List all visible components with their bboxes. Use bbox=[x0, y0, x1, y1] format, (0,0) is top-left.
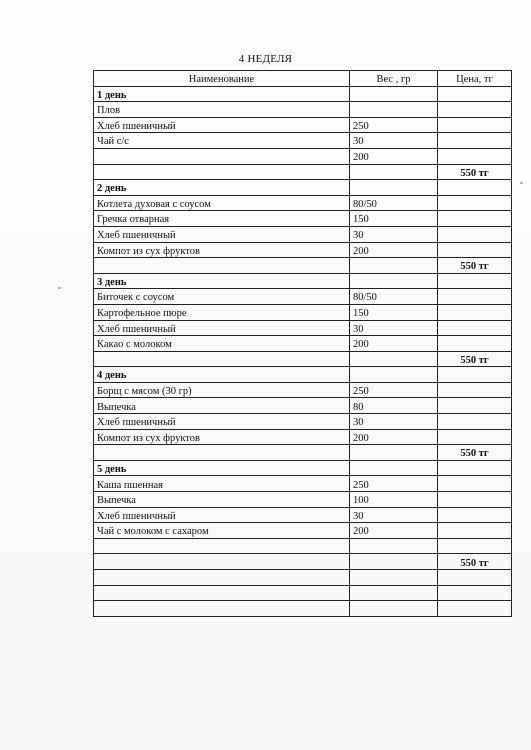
table-row bbox=[94, 585, 512, 601]
cell-weight bbox=[350, 601, 438, 617]
price-row bbox=[94, 351, 512, 367]
cell-name: Котлета духовая с соусом bbox=[94, 195, 350, 211]
cell-price bbox=[438, 367, 512, 383]
cell-weight bbox=[350, 180, 438, 196]
table-row bbox=[94, 320, 512, 336]
cell-price bbox=[438, 320, 512, 336]
cell-weight bbox=[350, 570, 438, 586]
cell-weight: 200 bbox=[350, 148, 438, 164]
cell-price bbox=[438, 414, 512, 430]
cell-name: Выпечка bbox=[94, 398, 350, 414]
cell-name bbox=[94, 585, 350, 601]
cell-price: 550 тг bbox=[438, 445, 512, 461]
cell-name: Компот из сух фруктов bbox=[94, 429, 350, 445]
cell-name: Гречка отварная bbox=[94, 211, 350, 227]
cell-weight: 200 bbox=[350, 429, 438, 445]
table-row bbox=[94, 382, 512, 398]
price-row bbox=[94, 554, 512, 570]
cell-weight bbox=[350, 258, 438, 274]
cell-price: 550 тг bbox=[438, 554, 512, 570]
table-header-row bbox=[94, 71, 512, 87]
cell-weight bbox=[350, 86, 438, 102]
price-row bbox=[94, 258, 512, 274]
cell-price bbox=[438, 273, 512, 289]
header-name: Наименование bbox=[94, 71, 350, 87]
cell-price bbox=[438, 382, 512, 398]
cell-name: Чай с/с bbox=[94, 133, 350, 149]
table-row bbox=[94, 304, 512, 320]
cell-name: Хлеб пшеничный bbox=[94, 226, 350, 242]
cell-name: Выпечка bbox=[94, 492, 350, 508]
cell-weight: 150 bbox=[350, 211, 438, 227]
cell-name bbox=[94, 554, 350, 570]
table-row bbox=[94, 102, 512, 118]
cell-price bbox=[438, 289, 512, 305]
cell-weight bbox=[350, 460, 438, 476]
table-row bbox=[94, 523, 512, 539]
cell-weight: 80 bbox=[350, 398, 438, 414]
cell-price bbox=[438, 148, 512, 164]
cell-weight bbox=[350, 445, 438, 461]
page-title: 4 НЕДЕЛЯ bbox=[238, 53, 293, 65]
header-price: Цена, тг bbox=[438, 71, 512, 87]
cell-name bbox=[94, 164, 350, 180]
cell-weight bbox=[350, 102, 438, 118]
cell-weight: 80/50 bbox=[350, 289, 438, 305]
table-row bbox=[94, 414, 512, 430]
cell-weight bbox=[350, 164, 438, 180]
cell-price bbox=[438, 86, 512, 102]
table-row bbox=[94, 133, 512, 149]
cell-weight bbox=[350, 585, 438, 601]
cell-price bbox=[438, 429, 512, 445]
cell-name bbox=[94, 538, 350, 554]
cell-price bbox=[438, 336, 512, 352]
cell-weight: 200 bbox=[350, 336, 438, 352]
menu-table bbox=[93, 70, 512, 617]
table-row bbox=[94, 507, 512, 523]
cell-price bbox=[438, 476, 512, 492]
price-row bbox=[94, 445, 512, 461]
cell-price bbox=[438, 398, 512, 414]
cell-weight: 30 bbox=[350, 226, 438, 242]
cell-weight bbox=[350, 554, 438, 570]
cell-price bbox=[438, 585, 512, 601]
cell-price bbox=[438, 226, 512, 242]
header-weight: Вес , гр bbox=[350, 71, 438, 87]
cell-name bbox=[94, 148, 350, 164]
cell-price: 550 тг bbox=[438, 164, 512, 180]
cell-price bbox=[438, 102, 512, 118]
table-row bbox=[94, 148, 512, 164]
table-body bbox=[94, 86, 512, 616]
table-row bbox=[94, 538, 512, 554]
table-row bbox=[94, 570, 512, 586]
cell-weight bbox=[350, 367, 438, 383]
cell-name: Картофельное пюре bbox=[94, 304, 350, 320]
cell-price bbox=[438, 538, 512, 554]
cell-price bbox=[438, 242, 512, 258]
cell-name: Компот из сух фруктов bbox=[94, 242, 350, 258]
cell-name: Борщ с мясом (30 гр) bbox=[94, 382, 350, 398]
table-row bbox=[94, 398, 512, 414]
cell-weight bbox=[350, 351, 438, 367]
cell-weight: 250 bbox=[350, 117, 438, 133]
cell-name: Плов bbox=[94, 102, 350, 118]
cell-price bbox=[438, 523, 512, 539]
table-row bbox=[94, 476, 512, 492]
cell-price bbox=[438, 117, 512, 133]
cell-name bbox=[94, 601, 350, 617]
cell-weight: 30 bbox=[350, 507, 438, 523]
cell-name bbox=[94, 570, 350, 586]
cell-name: 1 день bbox=[94, 86, 350, 102]
cell-name: Чай с молоком с сахаром bbox=[94, 523, 350, 539]
table-row bbox=[94, 289, 512, 305]
day-header-row bbox=[94, 367, 512, 383]
cell-price: 550 тг bbox=[438, 258, 512, 274]
cell-name bbox=[94, 258, 350, 274]
table-row bbox=[94, 242, 512, 258]
table-row bbox=[94, 601, 512, 617]
cell-name: 5 день bbox=[94, 460, 350, 476]
cell-name: Хлеб пшеничный bbox=[94, 117, 350, 133]
cell-price bbox=[438, 570, 512, 586]
cell-weight: 80/50 bbox=[350, 195, 438, 211]
cell-weight bbox=[350, 273, 438, 289]
table-row bbox=[94, 226, 512, 242]
cell-price bbox=[438, 133, 512, 149]
cell-weight: 250 bbox=[350, 476, 438, 492]
cell-weight: 200 bbox=[350, 242, 438, 258]
cell-price bbox=[438, 507, 512, 523]
cell-weight: 30 bbox=[350, 414, 438, 430]
cell-price bbox=[438, 180, 512, 196]
table-row bbox=[94, 195, 512, 211]
day-header-row bbox=[94, 273, 512, 289]
cell-weight: 250 bbox=[350, 382, 438, 398]
cell-name: Каша пшенная bbox=[94, 476, 350, 492]
cell-price bbox=[438, 195, 512, 211]
cell-price: 550 тг bbox=[438, 351, 512, 367]
table-row bbox=[94, 211, 512, 227]
cell-price bbox=[438, 304, 512, 320]
day-header-row bbox=[94, 460, 512, 476]
cell-name bbox=[94, 445, 350, 461]
cell-weight: 30 bbox=[350, 320, 438, 336]
cell-name bbox=[94, 351, 350, 367]
price-row bbox=[94, 164, 512, 180]
cell-name: Хлеб пшеничный bbox=[94, 320, 350, 336]
cell-weight: 100 bbox=[350, 492, 438, 508]
scan-speck bbox=[58, 287, 61, 289]
cell-name: 3 день bbox=[94, 273, 350, 289]
table-row bbox=[94, 117, 512, 133]
cell-name: 4 день bbox=[94, 367, 350, 383]
cell-name: Биточек с соусом bbox=[94, 289, 350, 305]
cell-name: Хлеб пшеничный bbox=[94, 414, 350, 430]
cell-price bbox=[438, 460, 512, 476]
cell-weight: 30 bbox=[350, 133, 438, 149]
scan-speck bbox=[520, 182, 523, 184]
cell-weight bbox=[350, 538, 438, 554]
cell-name: Какао с молоком bbox=[94, 336, 350, 352]
cell-weight: 200 bbox=[350, 523, 438, 539]
cell-price bbox=[438, 211, 512, 227]
table-row bbox=[94, 492, 512, 508]
day-header-row bbox=[94, 86, 512, 102]
table-row bbox=[94, 429, 512, 445]
cell-price bbox=[438, 601, 512, 617]
day-header-row bbox=[94, 180, 512, 196]
cell-name: 2 день bbox=[94, 180, 350, 196]
cell-weight: 150 bbox=[350, 304, 438, 320]
cell-price bbox=[438, 492, 512, 508]
cell-name: Хлеб пшеничный bbox=[94, 507, 350, 523]
table-row bbox=[94, 336, 512, 352]
